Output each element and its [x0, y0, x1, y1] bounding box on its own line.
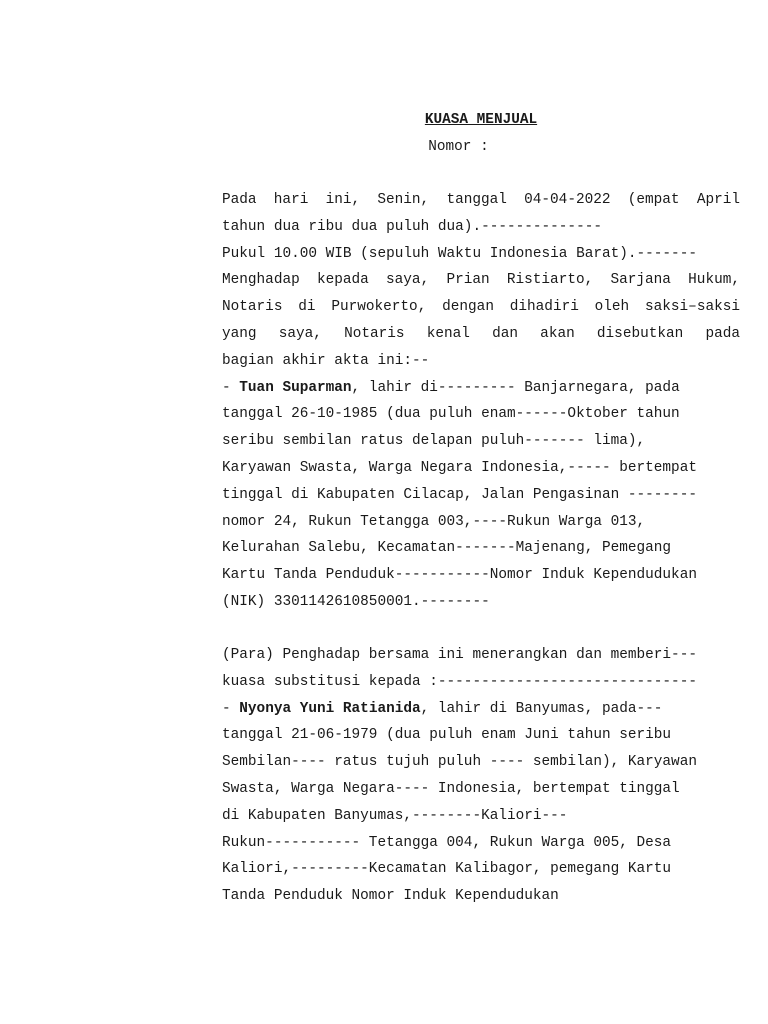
text-line: di Kabupaten Banyumas,--------Kaliori--- — [222, 807, 568, 824]
text-line: kuasa substitusi kepada :------------------------------ — [222, 673, 697, 690]
document-number-label: Nomor : — [428, 139, 489, 155]
text-line: Karyawan Swasta, Warga Negara Indonesia,----- bertempat — [222, 459, 697, 476]
party-prefix: - — [222, 379, 240, 396]
text-line: tanggal 21-06-1979 (dua puluh enam Juni tahun seribu — [222, 727, 672, 744]
text-line: nomor 24, Rukun Tetangga 003,----Rukun Warga 013, — [222, 513, 646, 530]
text-line: Swasta, Warga Negara---- Indonesia, bertempat tinggal — [222, 780, 680, 797]
text-line: bagian akhir akta ini:-- — [222, 352, 430, 369]
text-line: Pukul 10.00 WIB (sepuluh Waktu Indonesia Barat).------- — [222, 245, 697, 262]
paragraph-appearance — [222, 187, 740, 616]
text-line: Sembilan---- ratus tujuh puluh ---- sembilan), Karyawan — [222, 754, 697, 771]
document-title: KUASA MENJUAL — [424, 112, 538, 128]
text-line: Kaliori,---------Kecamatan Kalibagor, pemegang Kartu — [222, 861, 672, 878]
text-line: tanggal 26-10-1985 (dua puluh enam------Oktober tahun — [222, 406, 680, 423]
text-line: tahun dua ribu dua puluh dua).-------------- — [222, 218, 602, 235]
party-name-yuni: Nyonya Yuni Ratianida — [239, 700, 421, 717]
party-name-suparman: Tuan Suparman — [239, 379, 352, 396]
text-line: Kelurahan Salebu, Kecamatan-------Majenang, Pemegang — [222, 540, 672, 557]
party-line-suparman — [222, 375, 740, 402]
text-line: Kartu Tanda Penduduk-----------Nomor Induk Kependudukan — [222, 567, 697, 584]
text-line: Notaris di Purwokerto, dengan dihadiri oleh saksi–saksi — [222, 299, 740, 316]
party-details: , lahir di--------- Banjarnegara, pada — [351, 379, 680, 396]
text-line: Tanda Penduduk Nomor Induk Kependudukan — [222, 888, 559, 905]
text-line: Pada hari ini, Senin, tanggal 04-04-2022 (empat April — [222, 192, 740, 208]
text-line: seribu sembilan ratus delapan puluh------- lima), — [222, 433, 646, 450]
party-line-yuni — [222, 696, 740, 723]
party-prefix: - — [222, 700, 240, 717]
text-line: yang saya, Notaris kenal dan akan disebutkan pada — [222, 325, 740, 342]
text-line: Rukun----------- Tetangga 004, Rukun Warga 005, Desa — [222, 834, 672, 851]
paragraph-substitution — [222, 642, 740, 910]
text-line: (NIK) 3301142610850001.-------- — [222, 593, 490, 610]
party-details: , lahir di Banyumas, pada--- — [420, 700, 663, 717]
text-line: tinggal di Kabupaten Cilacap, Jalan Pengasinan -------- — [222, 486, 697, 503]
text-line: (Para) Penghadap bersama ini menerangkan dan memberi--- — [222, 647, 697, 663]
text-line: Menghadap kepada saya, Prian Ristiarto, Sarjana Hukum, — [222, 272, 740, 289]
